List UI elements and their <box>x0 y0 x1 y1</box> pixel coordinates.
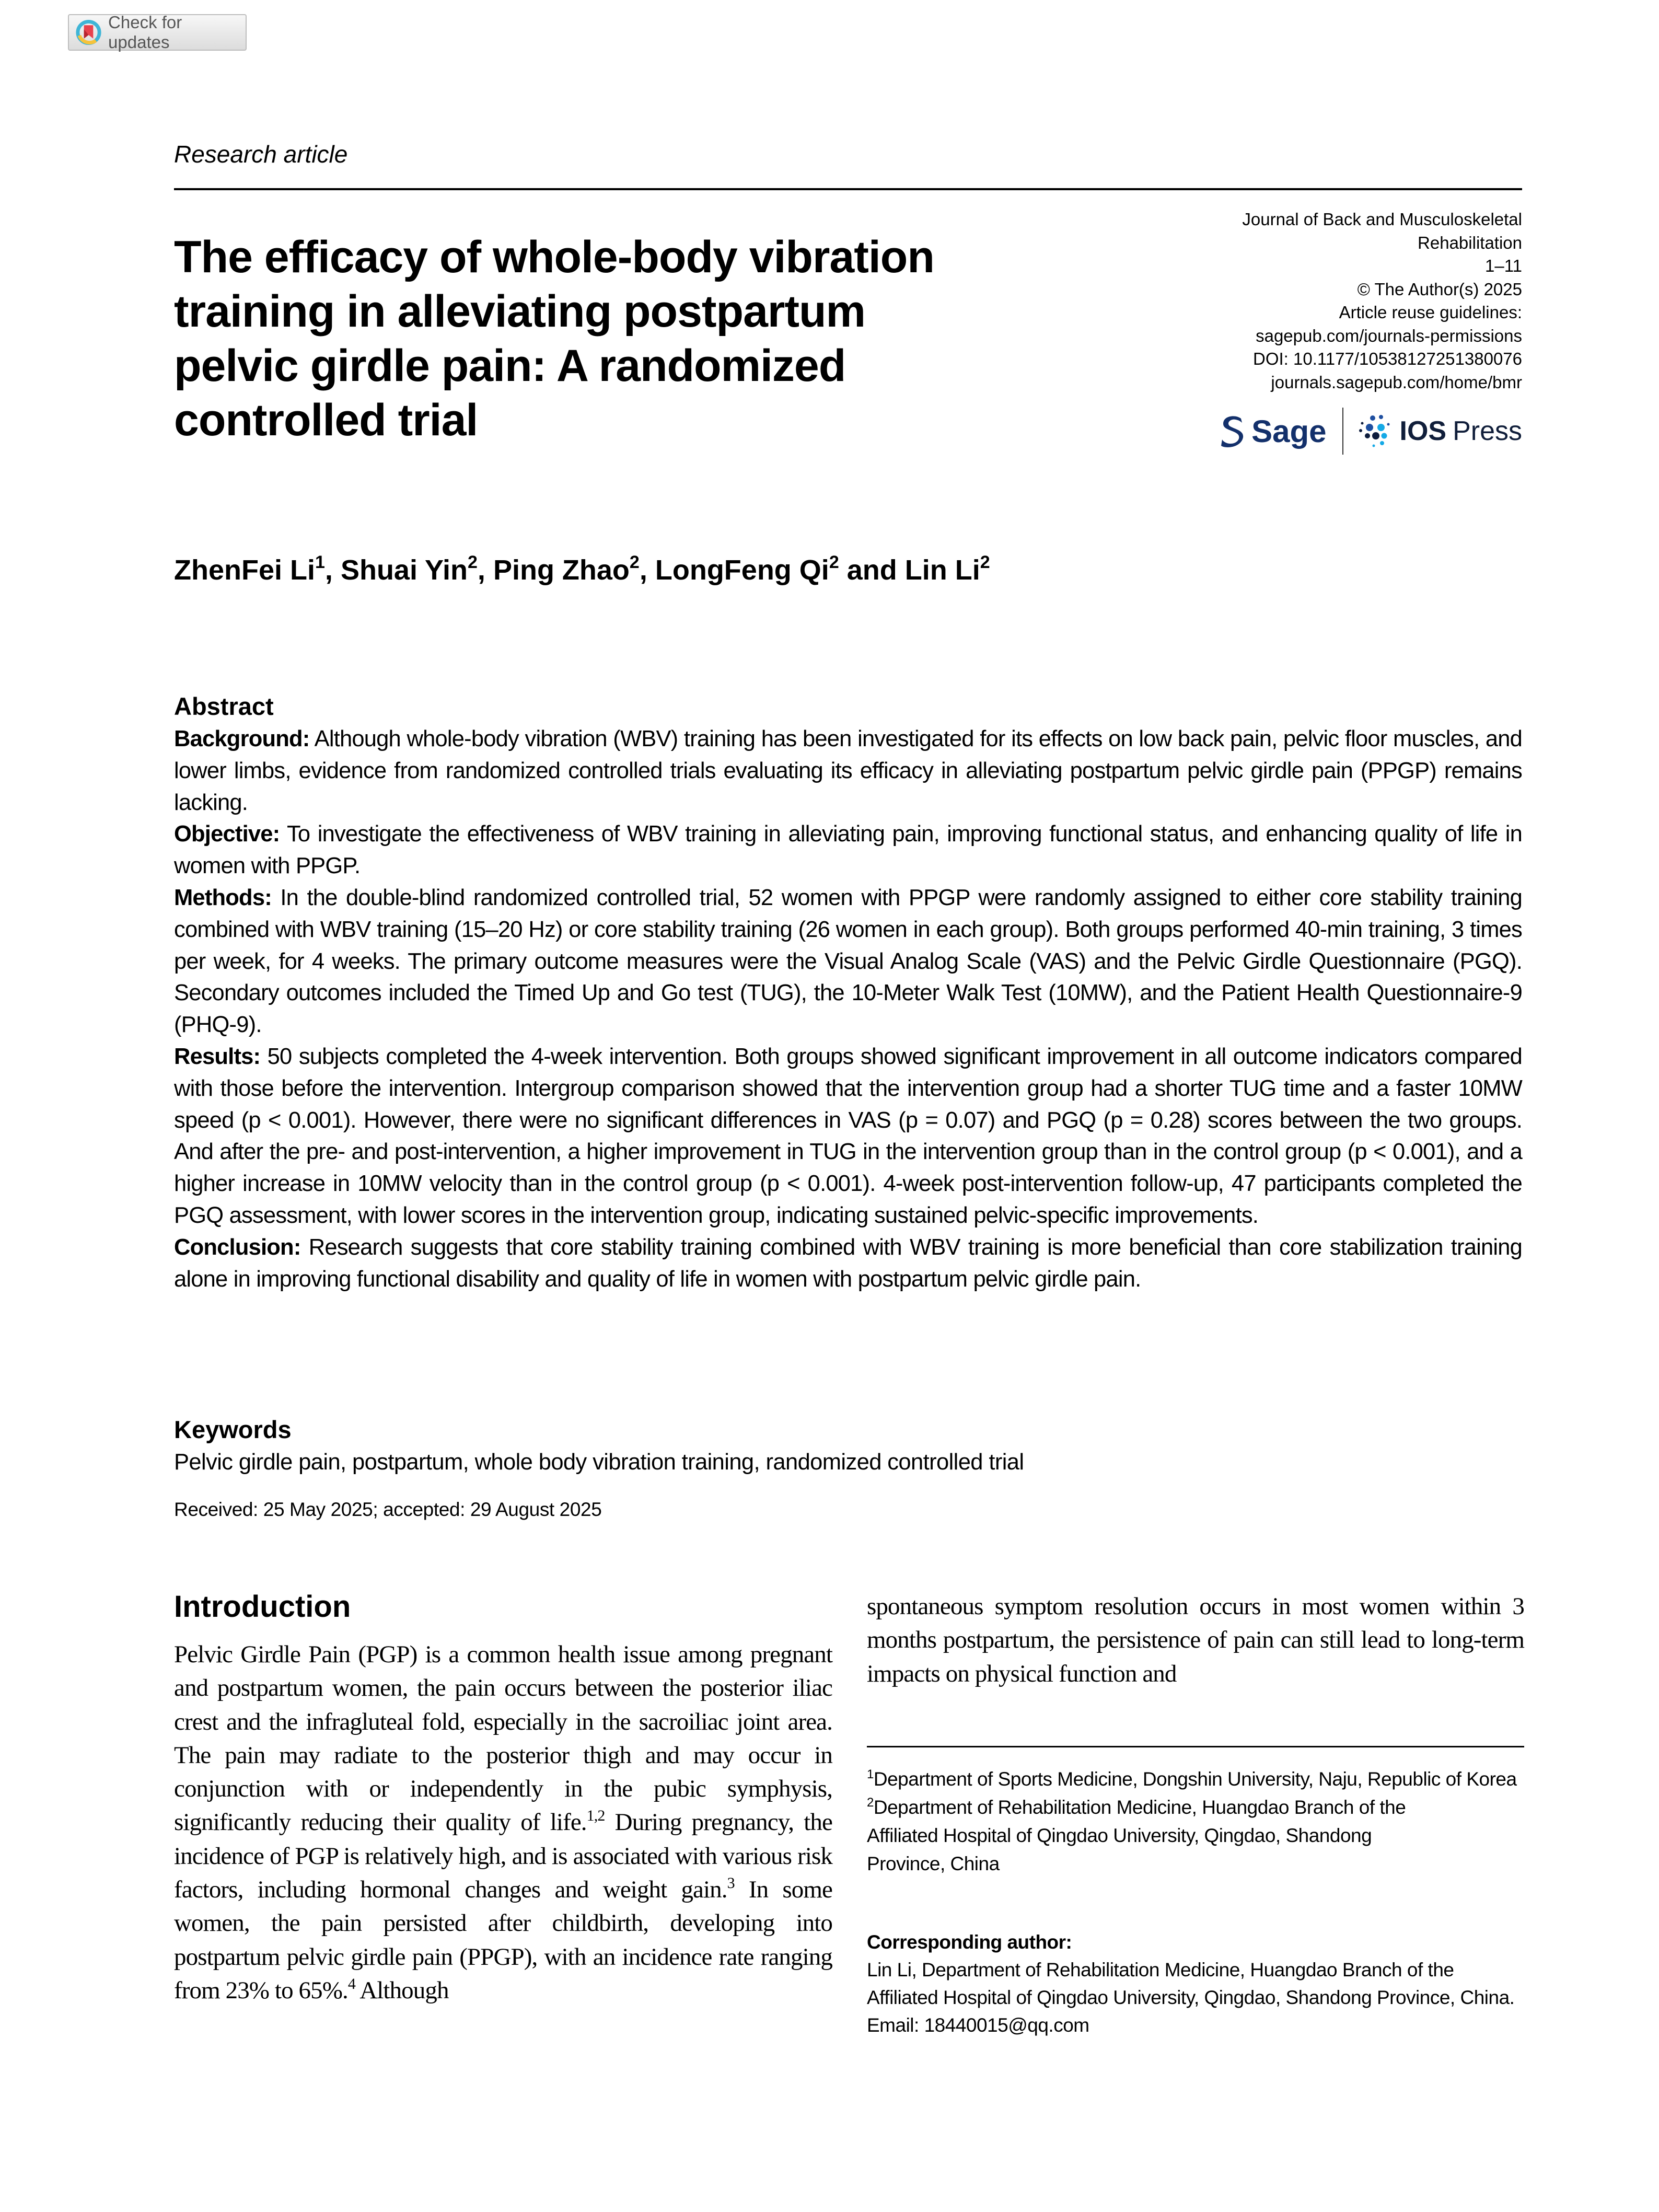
header-divider <box>174 188 1522 190</box>
permissions-link[interactable]: sagepub.com/journals-permissions <box>1256 326 1522 345</box>
corresponding-email-row <box>867 2011 1546 2039</box>
affiliation-ref: 2 <box>629 552 640 572</box>
section-label: Background: <box>174 726 310 751</box>
title-line: pelvic girdle pain: A randomized <box>174 341 846 391</box>
reuse-label: Article reuse guidelines: <box>1339 303 1522 322</box>
affiliation-ref: 2 <box>468 552 478 572</box>
keywords-list: Pelvic girdle pain, postpartum, whole body vibration training, randomized controlled trial <box>174 1450 1024 1475</box>
check-for-updates-button[interactable] <box>68 14 247 51</box>
sage-logo[interactable] <box>1220 413 1326 449</box>
abstract-results <box>174 1041 1522 1232</box>
copyright: © The Author(s) 2025 <box>1357 279 1522 299</box>
section-text: 50 subjects completed the 4-week intervention. Both groups showed significant improvement in all outcome indicators compared with those before the intervention. Intergroup comparison showed that the intervention group had a shorter TUG time and a faster 10MW speed (p < 0.001). However, there were no significant differences in VAS (p = 0.07) and PGQ (p = 0.28) scores between the two groups. And after the pre- and post-intervention, a higher improvement in TUG in the intervention group than in the control group (p < 0.001), and a higher increase in 10MW velocity than in the control group (p < 0.001). 4-week post-intervention follow-up, 47 participants completed the PGQ assessment, with lower scores in the intervention group, indicating sustained pelvic-specific improvements. <box>174 1044 1522 1228</box>
logo-divider <box>1342 408 1343 455</box>
author-separator: and <box>839 554 905 586</box>
ios-press-dots-icon <box>1359 415 1391 447</box>
keywords <box>174 1414 1522 1478</box>
affiliation-text: Department of Rehabilitation Medicine, Huangdao Branch of the Affiliated Hospital of Qingdao University, Qingdao, Shandong Province, China <box>867 1797 1406 1874</box>
sage-s-icon <box>1220 414 1245 448</box>
journal-name: Journal of Back and Musculoskeletal <box>1242 210 1522 229</box>
journal-homepage-link[interactable]: journals.sagepub.com/home/bmr <box>1271 372 1522 392</box>
doi-link[interactable]: DOI: 10.1177/10538127251380076 <box>1252 349 1522 368</box>
section-label: Conclusion: <box>174 1234 301 1260</box>
email-link[interactable]: 18440015@qq.com <box>924 2014 1089 2036</box>
article-type-label: Research article <box>174 141 348 168</box>
ios-press-logo[interactable] <box>1359 415 1523 447</box>
author-separator: , <box>324 554 341 586</box>
publisher-logos <box>1220 405 1522 457</box>
author-separator: , <box>477 554 493 586</box>
affiliations <box>867 1765 1524 1878</box>
affiliation-2 <box>867 1793 1421 1878</box>
check-for-updates-label: Check for updates <box>108 13 182 52</box>
sage-wordmark: Sage <box>1251 413 1327 449</box>
abstract-methods <box>174 882 1522 1041</box>
affiliation-ref: 2 <box>980 552 990 572</box>
affiliation-ref: 2 <box>829 552 839 572</box>
ios-wordmark: IOS <box>1399 416 1447 446</box>
author-name[interactable]: Lin Li <box>904 554 980 586</box>
title-line: training in alleviating postpartum <box>174 286 866 337</box>
body-text-run: Although <box>355 1976 449 2004</box>
section-text: To investigate the effectiveness of WBV training in alleviating pain, improving functional status, and enhancing quality of life in women with PPGP. <box>174 821 1522 879</box>
corresponding-author-heading: Corresponding author: <box>867 1931 1072 1953</box>
page-range: 1–11 <box>1485 256 1522 275</box>
body-text-run: In some women, the pain persisted after childbirth, developing into postpartum pelvic girdle pain (PPGP), with an incidence rate ranging from 23% to 65%. <box>174 1876 832 2004</box>
affiliation-text: Department of Sports Medicine, Dongshin University, Naju, Republic of Korea <box>873 1768 1517 1790</box>
author-name[interactable]: Ping Zhao <box>493 554 630 586</box>
introduction-paragraph-cont: spontaneous symptom resolution occurs in most women within 3 months postpartum, the persistence of pain can still lead to long-term impacts on physical function and <box>867 1593 1524 1687</box>
introduction-continuation <box>867 1590 1524 1690</box>
section-label: Results: <box>174 1044 261 1069</box>
body-text-run: During pregnancy, the incidence of PGP is relatively high, and is associated with various risk factors, including hormonal changes and weight gain. <box>174 1809 832 1904</box>
abstract-heading: Abstract <box>174 692 274 720</box>
affiliation-ref: 1 <box>315 552 325 572</box>
title-line: The efficacy of whole-body vibration <box>174 232 934 282</box>
citation-ref[interactable]: 4 <box>347 1975 355 1993</box>
bookmark-ring-icon <box>75 19 102 46</box>
title-line: controlled trial <box>174 395 478 445</box>
journal-metadata <box>1156 208 1522 394</box>
corresponding-address-line: Lin Li, Department of Rehabilitation Medicine, Huangdao Branch of the <box>867 1959 1454 1981</box>
abstract-background <box>174 723 1522 818</box>
section-text: Research suggests that core stability training combined with WBV training is more beneficial than core stabilization training alone in improving functional disability and quality of life in women with postpartum pelvic girdle pain. <box>174 1234 1522 1292</box>
citation-ref[interactable]: 3 <box>727 1874 735 1892</box>
section-label: Objective: <box>174 821 280 847</box>
citation-ref[interactable]: 1,2 <box>586 1807 605 1825</box>
keywords-heading: Keywords <box>174 1416 292 1443</box>
received-accepted-dates: Received: 25 May 2025; accepted: 29 August 2025 <box>174 1499 602 1520</box>
section-label: Methods: <box>174 885 272 910</box>
affiliation-number: 2 <box>867 1796 874 1810</box>
section-text: In the double-blind randomized controlled trial, 52 women with PPGP were randomly assigned to either core stability training combined with WBV training (15–20 Hz) or core stability training (26 women in each group). Both groups performed 40-min training, 3 times per week, for 4 weeks. The primary outcome measures were the Visual Analog Scale (VAS) and the Pelvic Girdle Questionnaire (PGQ). Secondary outcomes included the Timed Up and Go test (TUG), the 10-Meter Walk Test (10MW), and the Patient Health Questionnaire-9 (PHQ-9). <box>174 885 1522 1038</box>
journal-name-cont: Rehabilitation <box>1418 233 1522 252</box>
introduction-paragraph <box>174 1638 832 2007</box>
abstract-conclusion <box>174 1232 1522 1295</box>
introduction-section <box>174 1589 832 2007</box>
author-name[interactable]: LongFeng Qi <box>655 554 829 586</box>
introduction-heading: Introduction <box>174 1590 351 1624</box>
corresponding-address-line: Affiliated Hospital of Qingdao University, Qingdao, Shandong Province, China. <box>867 1987 1515 2008</box>
author-list <box>174 554 990 586</box>
email-label: Email: <box>867 2014 924 2036</box>
section-text: Although whole-body vibration (WBV) training has been investigated for its effects on low back pain, pelvic floor muscles, and lower limbs, evidence from randomized controlled trials evaluating its efficacy in alleviating postpartum pelvic girdle pain (PPGP) remains lacking. <box>174 726 1522 815</box>
author-name[interactable]: ZhenFei Li <box>174 554 315 586</box>
abstract-objective <box>174 818 1522 882</box>
affiliation-number: 1 <box>867 1767 874 1781</box>
author-name[interactable]: Shuai Yin <box>340 554 468 586</box>
corresponding-author <box>867 1928 1546 2039</box>
press-wordmark: Press <box>1453 416 1522 446</box>
article-title <box>174 230 1062 447</box>
affiliation-1 <box>867 1765 1524 1793</box>
abstract <box>174 690 1522 1295</box>
author-separator: , <box>639 554 655 586</box>
body-text-run: Pelvic Girdle Pain (PGP) is a common health issue among pregnant and postpartum women, the pain occurs between the posterior iliac crest and the infragluteal fold, especially in the sacroiliac joint area. The pain may radiate to the posterior thigh and may occur in conjunction with or independently in the pubic symphysis, significantly reducing their quality of life. <box>174 1641 832 1836</box>
footnote-divider <box>867 1746 1524 1747</box>
